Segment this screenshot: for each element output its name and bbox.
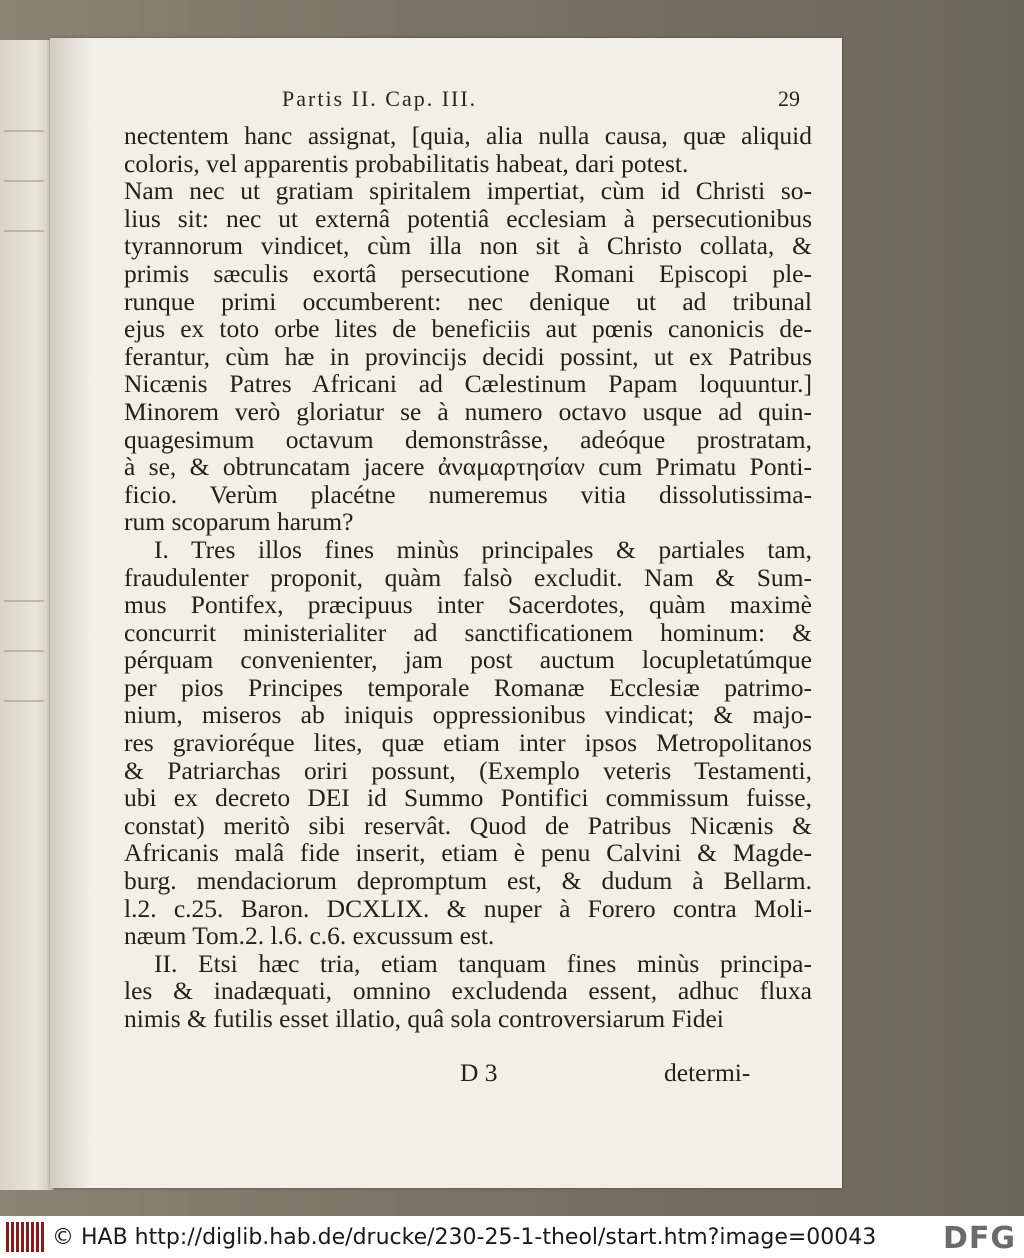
text-line: ficio. Verùm placétne numeremus vitia dissolutissima- xyxy=(124,479,812,509)
text-line: rum scoparum harum? xyxy=(124,507,354,537)
dfg-logo: DFG xyxy=(942,1221,1016,1256)
text-line: Nam nec ut gratiam spiritalem impertiat, cùm id Christi so- xyxy=(124,176,812,206)
catchword: determi- xyxy=(664,1058,751,1087)
text-line: l.2. c.25. Baron. DCXLIX. & nuper à Forero contra Moli- xyxy=(124,893,812,923)
source-credit-link[interactable]: © HAB http://diglib.hab.de/drucke/230-25-1-theol/start.htm?image=00043 xyxy=(52,1224,877,1250)
text-line: I. Tres illos fines minùs principales & partiales tam, xyxy=(154,534,812,564)
text-line: mus Pontifex, præcipuus inter Sacerdotes, quàm maximè xyxy=(124,590,812,620)
book-page xyxy=(50,38,842,1188)
text-line: primis sæculis exortâ persecutione Romani Episcopi ple- xyxy=(124,258,812,288)
text-line: runque primi occumberent: nec denique ut ad tribunal xyxy=(124,286,812,316)
text-line: constat) meritò sibi reservât. Quod de Patribus Nicænis & xyxy=(124,810,812,840)
previous-page-edge xyxy=(0,40,54,1190)
text-line: à se, & obtruncatam jacere ἀναμαρτησίαν cum Primatu Ponti- xyxy=(124,452,812,482)
text-line: nectentem hanc assignat, [quia, alia nulla causa, quæ aliquid xyxy=(124,121,812,150)
text-line: & Patriarchas oriri possunt, (Exemplo veteris Testamenti, xyxy=(124,755,812,785)
text-line: lius sit: nec ut externâ potentiâ ecclesiam à persecutionibus xyxy=(124,203,812,233)
text-line: ferantur, cùm hæ in provincijs decidi possint, ut ex Patribus xyxy=(124,341,812,371)
text-line: Nicænis Patres Africani ad Cælestinum Papam loquuntur.] xyxy=(124,369,812,399)
text-line: II. Etsi hæc tria, etiam tanquam fines minùs principa- xyxy=(154,948,812,978)
body-text xyxy=(124,122,812,1033)
text-line: fraudulenter proponit, quàm falsò excludit. Nam & Sum- xyxy=(124,562,812,592)
barcode-icon xyxy=(6,1222,44,1252)
page-number: 29 xyxy=(778,86,800,111)
text-line: Africanis malâ fide inserit, etiam è penu Calvini & Magde- xyxy=(124,838,812,868)
text-line: næum Tom.2. l.6. c.6. excussum est. xyxy=(124,921,495,951)
text-line: tyrannorum vindicet, cùm illa non sit à Christo collata, & xyxy=(124,231,812,261)
text-line: nium, miseros ab iniquis oppressionibus vindicat; & majo- xyxy=(124,700,812,730)
text-line: pérquam convenienter, jam post auctum locupletatúmque xyxy=(124,645,812,675)
text-line: ubi ex decreto DEI id Summo Pontifici commissum fuisse, xyxy=(124,783,812,813)
text-line: nimis & futilis esset illatio, quâ sola controversiarum Fidei xyxy=(124,1004,724,1033)
text-line: ejus ex toto orbe lites de beneficiis aut pœnis canonicis de- xyxy=(124,314,812,344)
text-line: concurrit ministerialiter ad sanctificationem hominum: & xyxy=(124,617,812,647)
text-line: burg. mendaciorum depromptum est, & dudum à Bellarm. xyxy=(124,866,812,896)
text-line: quagesimum octavum demonstrâsse, adeóque prostratam, xyxy=(124,424,812,454)
footer-bar xyxy=(0,1216,1024,1258)
running-head: Partis II. Cap. III. xyxy=(282,86,478,111)
text-line: coloris, vel apparentis probabilitatis habeat, dari potest. xyxy=(124,148,689,178)
signature-mark: D 3 xyxy=(460,1058,498,1087)
text-line: per pios Principes temporale Romanæ Ecclesiæ patrimo- xyxy=(124,672,812,702)
text-line: res gravioréque lites, quæ etiam inter ipsos Metropolitanos xyxy=(124,728,812,758)
text-line: Minorem verò gloriatur se à numero octavo usque ad quin- xyxy=(124,396,812,426)
text-line: les & inadæquati, omnino excludenda essent, adhuc fluxa xyxy=(124,976,812,1006)
